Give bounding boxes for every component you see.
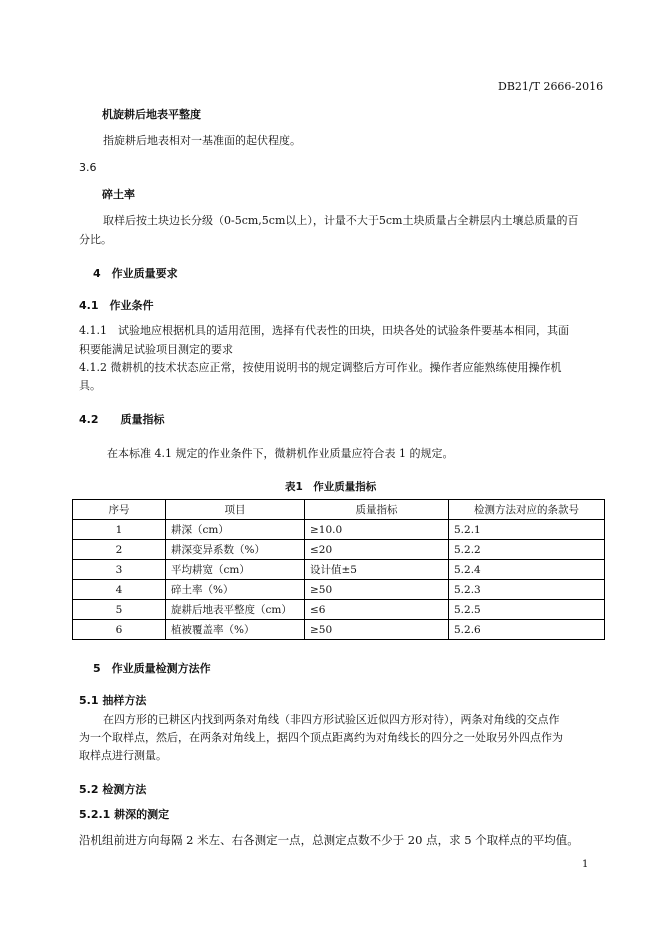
table-cell: 平均耕宽（cm） [166, 560, 305, 580]
column-header: 项目 [166, 500, 305, 520]
table-cell: 碎土率（%） [166, 580, 305, 600]
table-row [73, 560, 605, 580]
table-cell: 5.2.2 [449, 540, 605, 560]
section-5-1-line1: 在四方形的已耕区内找到两条对角线（非四方形试验区近似四方形对待），两条对角线的交点作 [103, 713, 560, 726]
section-3-6-text-line1: 取样后按土块边长分级（0-5cm,5cm以上），计量不大于5cm土块质量占全耕层内土壤总质量的百 [103, 214, 579, 227]
table-row [73, 620, 605, 640]
table-cell: ≤6 [305, 600, 449, 620]
table-cell: 1 [73, 520, 166, 540]
section-5-2-title: 5.2 检测方法 [79, 783, 147, 796]
table-cell: 3 [73, 560, 166, 580]
section-5-title: 5 作业质量检测方法作 [93, 662, 211, 675]
section-5-1-line2: 为一个取样点，然后，在两条对角线上，据四个顶点距离约为对角线长的四分之一处取另外四点作为 [79, 731, 563, 744]
section-5-2-1-title: 5.2.1 耕深的测定 [79, 808, 170, 821]
table-header-row [73, 500, 605, 520]
table-cell: 旋耕后地表平整度（cm） [166, 600, 305, 620]
table-cell: 5.2.4 [449, 560, 605, 580]
table-cell: 6 [73, 620, 166, 640]
page-number: 1 [582, 859, 589, 870]
table-cell: 植被覆盖率（%） [166, 620, 305, 640]
column-header: 质量指标 [305, 500, 449, 520]
section-4-2-title: 4.2 质量指标 [79, 413, 165, 426]
document-number: DB21/T 2666-2016 [498, 80, 604, 93]
table-row [73, 580, 605, 600]
table-cell: 5 [73, 600, 166, 620]
column-header: 检测方法对应的条款号 [449, 500, 605, 520]
section-4-title: 4 作业质量要求 [93, 267, 178, 280]
section-3-6-number: 3.6 [79, 161, 97, 174]
table-cell: 耕深（cm） [166, 520, 305, 540]
table-cell: ≥50 [305, 620, 449, 640]
column-header: 序号 [73, 500, 166, 520]
section-3-5-text: 指旋耕后地表相对一基准面的起伏程度。 [103, 134, 301, 147]
section-3-6-text-line2: 分比。 [79, 233, 112, 246]
table-cell: 5.2.6 [449, 620, 605, 640]
section-4-1-2-line2: 具。 [79, 379, 101, 392]
table-cell: 设计值±5 [305, 560, 449, 580]
table-cell: 5.2.5 [449, 600, 605, 620]
section-3-6-title: 碎土率 [102, 188, 135, 201]
table-cell: ≥10.0 [305, 520, 449, 540]
table-cell: 耕深变异系数（%） [166, 540, 305, 560]
section-4-1-2-line1: 4.1.2 微耕机的技术状态应正常，按使用说明书的规定调整后方可作业。操作者应能熟练使用操作机 [79, 361, 562, 374]
table-row [73, 600, 605, 620]
table-cell: 4 [73, 580, 166, 600]
section-4-1-1-line2: 积要能满足试验项目测定的要求 [79, 343, 233, 356]
section-4-1-1-line1: 4.1.1 试验地应根据机具的适用范围，选择有代表性的田块，田块各处的试验条件要基本相同，其面 [79, 324, 569, 337]
table-cell: ≥50 [305, 580, 449, 600]
table-caption: 表1 作业质量指标 [285, 481, 377, 493]
quality-indicator-table [72, 499, 605, 640]
section-5-1-title: 5.1 抽样方法 [79, 694, 147, 707]
section-4-2-text: 在本标准 4.1 规定的作业条件下，微耕机作业质量应符合表 1 的规定。 [107, 447, 454, 460]
section-3-5-title: 机旋耕后地表平整度 [102, 108, 201, 121]
table-cell: 5.2.1 [449, 520, 605, 540]
section-5-2-1-text: 沿机组前进方向每隔 2 米左、右各测定一点，总测定点数不少于 20 点，求 5 个取样点的平均值。 [79, 833, 579, 847]
table-row [73, 520, 605, 540]
table-cell: 2 [73, 540, 166, 560]
table-row [73, 540, 605, 560]
section-4-1-title: 4.1 作业条件 [79, 299, 154, 312]
section-5-1-line3: 取样点进行测量。 [79, 749, 167, 762]
table-cell: ≤20 [305, 540, 449, 560]
table-cell: 5.2.3 [449, 580, 605, 600]
